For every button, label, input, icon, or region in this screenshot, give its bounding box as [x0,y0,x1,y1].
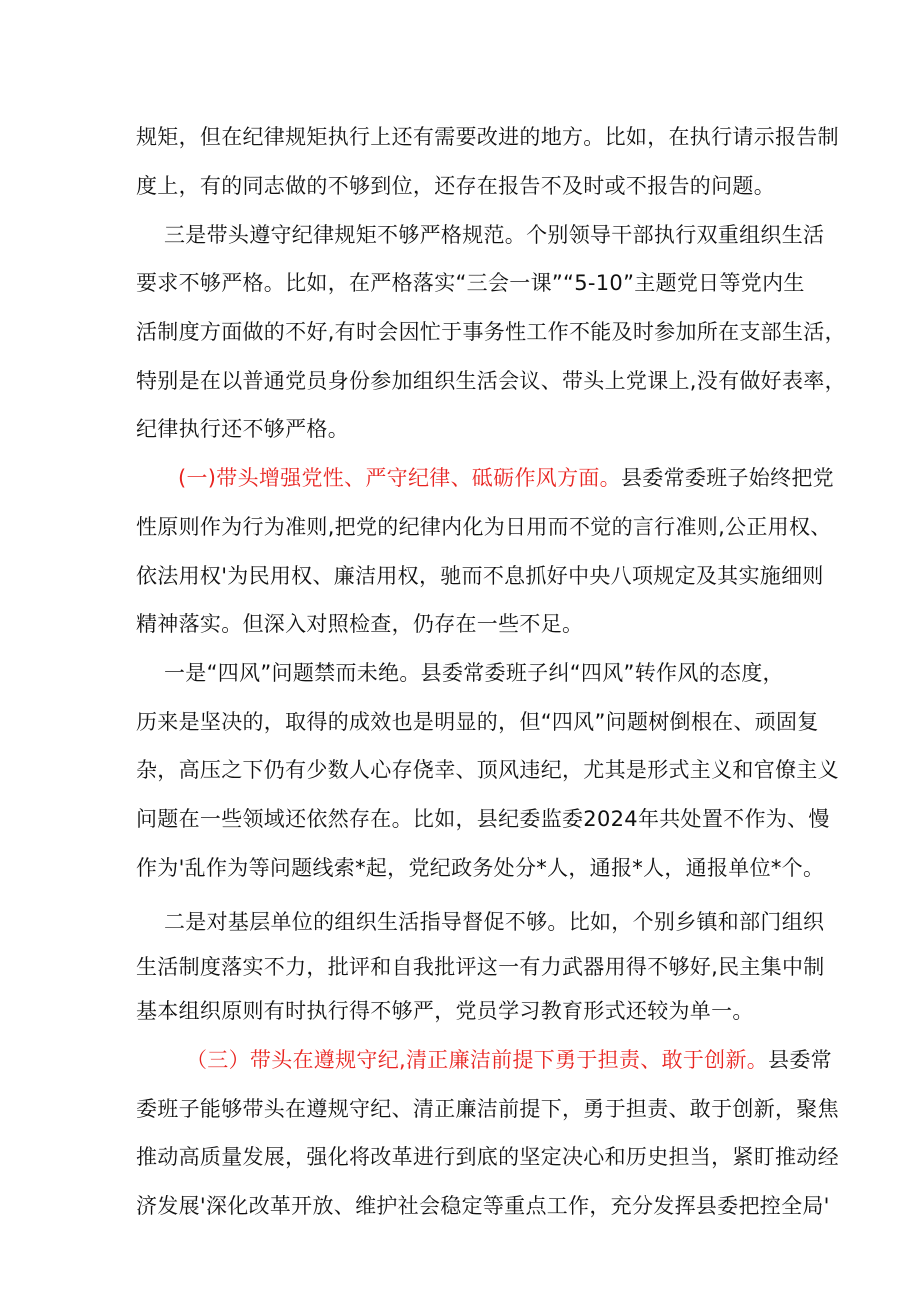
section-heading-line [178,463,838,493]
text-line: 活制度方面做的不好,有时会因忙于事务性工作不能及时参加所在支部生活， [136,320,846,344]
text-line: 作为'乱作为等问题线索*起，党纪政务处分*人，通报*人，通报单位*个。 [136,856,825,880]
text-line: 特别是在以普通党员身份参加组织生活会议、带头上党课上,没有做好表率， [136,369,846,393]
text-line: 济发展'深化改革开放、维护社会稳定等重点工作，充分发挥县委把控全局' [136,1194,830,1218]
text-line: 要求不够严格。比如，在严格落实“三会一课”“5-10”主题党日等党内生 [136,271,805,295]
section-heading: （三）带头在遵规守纪,清正廉洁前提下勇于担责、敢于创新。 [186,1048,769,1072]
text-line: 度上，有的同志做的不够到位，还存在报告不及时或不报告的问题。 [136,174,775,198]
text-line: 生活制度落实不力，批评和自我批评这一有力武器用得不够好,民主集中制 [136,955,825,979]
text-line: 委班子能够带头在遵规守纪、清正廉洁前提下，勇于担责、敢于创新，聚焦 [136,1097,839,1121]
text-line: 三是带头遵守纪律规矩不够严格规范。个别领导干部执行双重组织生活 [164,223,825,247]
section-heading: (一)带头增强党性、严守纪律、砥砺作风方面。 [178,466,621,490]
text-line: 二是对基层单位的组织生活指导督促不够。比如，个别乡镇和部门组织 [164,910,825,934]
text-line: 推动高质量发展，强化将改革进行到底的坚定决心和历史担当，紧盯推动经 [136,1145,839,1169]
text-line: 规矩，但在纪律规矩执行上还有需要改进的地方。比如，在执行请示报告制 [136,125,839,149]
text-line: 纪律执行还不够严格。 [136,417,349,441]
text-line: 杂，高压之下仍有少数人心存侥幸、顶风违纪，尤其是形式主义和官僚主义 [136,758,839,782]
text-line: 基本组织原则有时执行得不够严，党员学习教育形式还较为单一。 [136,999,754,1023]
text-line: 精神落实。但深入对照检查，仍存在一些不足。 [136,612,584,636]
section-heading-continuation: 县委常 [768,1048,832,1072]
section-heading-line [186,1045,846,1075]
text-line: 历来是坚决的，取得的成效也是明显的，但“四风”问题树倒根在、顽固复 [136,710,819,734]
text-line: 问题在一些领域还依然存在。比如，县纪委监委2024年共处置不作为、慢 [136,807,830,831]
text-line: 一是“四风”问题禁而未绝。县委常委班子纠“四风”转作风的态度， [164,661,784,685]
text-line: 依法用权'为民用权、廉洁用权，驰而不息抓好中央八项规定及其实施细则 [136,564,824,588]
section-heading-continuation: 县委常委班子始终把党 [620,466,834,490]
text-line: 性原则作为行为准则,把党的纪律内化为日用而不觉的言行准则,公正用权、 [136,515,832,539]
